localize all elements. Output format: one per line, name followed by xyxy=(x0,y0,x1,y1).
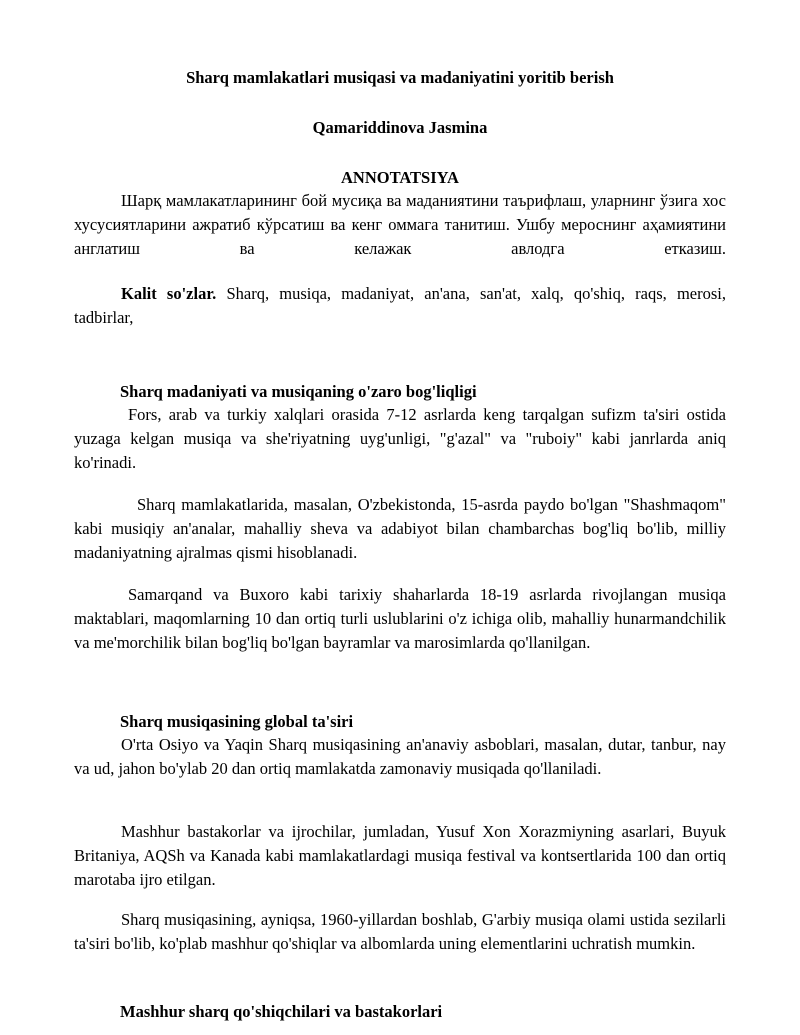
keywords-label: Kalit so'zlar. xyxy=(121,284,217,303)
keywords-paragraph xyxy=(74,282,726,330)
section-heading: Sharq madaniyati va musiqaning o'zaro bog'liqligi xyxy=(120,382,477,401)
section-heading: Mashhur sharq qo'shiqchilari va bastakorlari xyxy=(120,1002,443,1021)
keywords-text: Sharq, musiqa, madaniyat, an'ana, san'at, xalq, qo'shiq, raqs, merosi, tadbirlar, xyxy=(74,284,726,327)
section-heading: Sharq musiqasining global ta'siri xyxy=(120,712,354,731)
paragraph: Samarqand va Buxoro kabi tarixiy shaharlarda 18-19 asrlarda rivojlangan musiqa maktablari, maqomlarning 10 dan ortiq turli uslublarini o'z ichiga olib, mahalliy hunarmandchilik va me'morchilik bilan bog'liq bo'lgan bayramlar va marosimlarda qo'llanilgan. xyxy=(74,585,726,652)
document-title: Sharq mamlakatlari musiqasi va madaniyatini yoritib berish xyxy=(186,68,614,87)
paragraph: Fors, arab va turkiy xalqlari orasida 7-12 asrlarda keng tarqalgan sufizm ta'siri ostida yuzaga kelgan musiqa va she'riyatning uyg'unligi, "g'azal" va "ruboiy" kabi janrlarda aniq ko'rinadi. xyxy=(74,405,726,472)
paragraph: Sharq mamlakatlarida, masalan, O'zbekistonda, 15-asrda paydo bo'lgan "Shashmaqom" kabi musiqiy an'analar, mahalliy sheva va adabiyot bilan chambarchas bog'liq bo'lib, milliy madaniyatning ajralmas qismi hisoblanadi. xyxy=(74,495,726,562)
paragraph: Mashhur bastakorlar va ijrochilar, jumladan, Yusuf Xon Xorazmiyning asarlari, Buyuk Britaniya, AQSh va Kanada kabi mamlakatlardagi musiqa festival va kontsertlarida 100 dan ortiq marotaba ijro etilgan. xyxy=(74,822,726,889)
paragraph: Sharq musiqasining, ayniqsa, 1960-yillardan boshlab, G'arbiy musiqa olami ustida sezilarli ta'siri bo'lib, ko'plab mashhur qo'shiqlar va albomlarda uning elementlarini uchratish mumkin. xyxy=(74,910,726,953)
author-name: Qamariddinova Jasmina xyxy=(312,118,488,137)
paragraph: O'rta Osiyo va Yaqin Sharq musiqasining an'anaviy asboblari, masalan, dutar, tanbur, nay va ud, jahon bo'ylab 20 dan ortiq mamlakatda zamonaviy musiqada qo'llaniladi. xyxy=(74,735,726,778)
annotation-heading: ANNOTATSIYA xyxy=(341,168,459,187)
annotation-text: Шарқ мамлакатларининг бой мусиқа ва маданиятини таърифлаш, уларнинг ўзига хос хусусиятларини ажратиб кўрсатиш ва кенг оммага танитиш. Ушбу мероснинг аҳамиятини англатиш ва келажак авлодга етказиш. xyxy=(74,191,726,258)
